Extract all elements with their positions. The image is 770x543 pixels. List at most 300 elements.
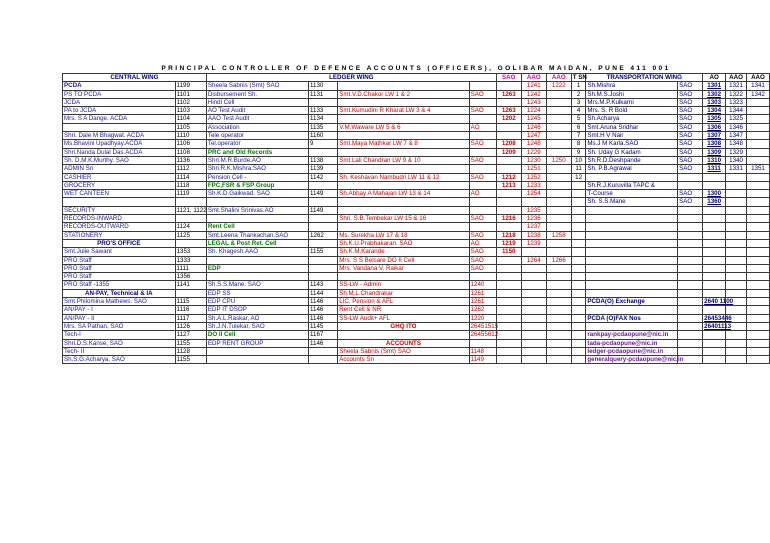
cell-r5-c5: AO [469, 123, 496, 131]
cell-r24-c6 [496, 281, 521, 289]
cell-r0-c12: 1301 [703, 82, 726, 90]
cell-r30-c0: Tech-I [63, 331, 176, 339]
table-row [63, 123, 770, 131]
cell-r0-c11: SAO [678, 82, 703, 90]
cell-r33-c3 [309, 356, 338, 364]
cell-r15-c0: SECURITY [63, 206, 176, 214]
cell-r19-c7: 1239 [521, 239, 546, 247]
cell-r6-c6 [496, 132, 521, 140]
cell-r22-c10 [586, 264, 678, 272]
cell-r21-c11 [678, 256, 703, 264]
cell-r21-c7: 1264 [521, 256, 546, 264]
cell-r1-c7: 1242 [521, 90, 546, 98]
cell-r1-c3: 1131 [309, 90, 338, 98]
cell-r19-c9 [571, 239, 586, 247]
cell-r17-c4 [338, 223, 469, 231]
cell-r20-c13 [726, 248, 747, 256]
cell-r6-c0: Shri. Dale M Bhagwat. ACDA [63, 132, 176, 140]
cell-r11-c4: Sh. Keshavan Nambudri LW 11 & 12 [338, 173, 469, 181]
cell-r21-c3 [309, 256, 338, 264]
table-row [63, 223, 770, 231]
cell-r29-c8 [546, 322, 571, 330]
table-row [63, 98, 770, 106]
cell-r16-c12 [703, 215, 726, 223]
cell-r12-c8 [546, 181, 571, 189]
cell-r0-c13: 1321 [726, 82, 747, 90]
cell-r22-c5: SAO [469, 264, 496, 272]
cell-r5-c6 [496, 123, 521, 131]
cell-r30-c10[interactable]: rankpay-pcdaopune@nic.in [586, 331, 678, 339]
cell-r28-c9 [571, 314, 586, 322]
cell-r21-c10 [586, 256, 678, 264]
cell-r32-c10[interactable]: ledger-pcdaopune@nic.in [586, 347, 678, 355]
table-row [63, 331, 770, 339]
cell-r23-c10 [586, 273, 678, 281]
cell-r12-c12 [703, 181, 726, 189]
cell-r19-c14 [746, 239, 769, 247]
cell-r1-c1: 1101 [175, 90, 206, 98]
cell-r27-c14 [746, 306, 769, 314]
cell-r16-c1 [175, 215, 206, 223]
table-row [63, 107, 770, 115]
cell-r1-c4: Smt.V.D.Chakor LW 1 & 2 [338, 90, 469, 98]
cell-r13-c4: Sh.Abhay A Mahajan LW 13 & 14 [338, 190, 469, 198]
cell-r15-c1: 1121, 1122 [176, 206, 207, 214]
cell-r5-c2: Association [206, 123, 308, 131]
cell-r9-c6 [496, 156, 521, 164]
cell-r32-c12 [703, 347, 726, 355]
cell-r2-c5 [469, 98, 496, 106]
cell-r31-c2: EDP RENT GROUP [206, 339, 308, 347]
cell-r8-c8 [546, 148, 571, 156]
cell-r33-c12 [703, 356, 726, 364]
cell-r7-c4: Smt.Maya Mathkar LW 7 & 8 [338, 140, 469, 148]
cell-r25-c14 [746, 289, 769, 297]
header-row [63, 74, 770, 82]
cell-r18-c0: STATIONERY [63, 231, 176, 239]
cell-r27-c10 [586, 306, 678, 314]
cell-r33-c6 [496, 356, 521, 364]
cell-r29-c1: 1126 [175, 322, 206, 330]
cell-r4-c10: Sh.Acharya [586, 115, 678, 123]
cell-r23-c12 [703, 273, 726, 281]
cell-r19-c12 [703, 239, 726, 247]
tsn-header: T SN [572, 74, 587, 81]
cell-r21-c4: Mrs. S S Belsare DO II Cell [338, 256, 469, 264]
cell-r8-c10: Sh. Uday G Kadam [586, 148, 678, 156]
cell-r7-c1: 1106 [175, 140, 206, 148]
cell-r12-c1: 1118 [175, 181, 206, 189]
cell-r0-c1: 1199 [175, 82, 206, 90]
cell-r32-c1: 1128 [175, 347, 206, 355]
cell-r3-c3: 1133 [309, 107, 338, 115]
cell-r23-c4 [338, 273, 469, 281]
cell-r13-c2: Sh.K.D.Gaikwad. SAO [206, 190, 308, 198]
table-row [63, 289, 770, 297]
table-row [63, 90, 770, 98]
cell-r28-c0: AN/PAY - II [63, 314, 176, 322]
cell-r14-c3 [309, 198, 338, 206]
cell-r29-c10 [586, 322, 678, 330]
cell-r22-c11 [678, 264, 703, 272]
cell-r31-c10[interactable]: tada-pcdaopune@nic.in [586, 339, 678, 347]
cell-r2-c2: Hindi Cell [206, 98, 308, 106]
cell-r25-c4: Sh.M.L.Chandrakar [338, 289, 469, 297]
cell-r19-c6: 1219 [496, 239, 521, 247]
cell-r21-c1: 1333 [175, 256, 206, 264]
cell-r32-c14 [746, 347, 769, 355]
cell-r15-c9 [571, 206, 586, 214]
cell-r4-c7: 1245 [521, 115, 546, 123]
cell-r27-c13 [726, 306, 747, 314]
cell-r0-c14: 1341 [746, 82, 769, 90]
cell-r0-c0: PCDA [63, 82, 176, 90]
cell-r26-c11 [678, 298, 703, 306]
table-row [63, 148, 770, 156]
cell-r5-c3: 1135 [309, 123, 338, 131]
cell-r0-c3: 1130 [309, 82, 338, 90]
cell-r10-c11: SAO [678, 165, 703, 173]
cell-r18-c12 [703, 231, 726, 239]
cell-r5-c9: 6 [571, 123, 586, 131]
cell-r14-c5 [469, 198, 496, 206]
cell-r9-c7: 1230 [521, 156, 546, 164]
cell-r12-c4 [338, 181, 469, 189]
cell-r33-c4: Accounts Sn [338, 356, 469, 364]
cell-r30-c8 [546, 331, 571, 339]
cell-r23-c3 [309, 273, 338, 281]
cell-r8-c9: 9 [571, 148, 586, 156]
cell-r8-c1: 1108 [175, 148, 206, 156]
cell-r17-c12 [703, 223, 726, 231]
cell-r33-c13 [726, 356, 747, 364]
cell-r7-c7: 1248 [521, 140, 546, 148]
cell-r16-c13 [726, 215, 747, 223]
cell-r2-c0: JCDA [63, 98, 176, 106]
cell-r19-c5: AO [469, 239, 496, 247]
cell-r24-c7 [521, 281, 546, 289]
cell-r21-c2 [206, 256, 308, 264]
cell-r3-c2: AO Test Audit [206, 107, 308, 115]
cell-r7-c0: Ms.Bhavini Upadhyay.ACDA [63, 140, 176, 148]
aao2-header: AAO [546, 74, 571, 82]
cell-r29-c0: Mrs. SA Pathan, SAO [63, 322, 176, 330]
cell-r2-c8 [546, 98, 571, 106]
cell-r18-c9 [571, 231, 586, 239]
ledger-wing-header: LEDGER WING [206, 74, 496, 82]
cell-r23-c6 [496, 273, 521, 281]
table-row [63, 356, 770, 364]
cell-r13-c8 [546, 190, 571, 198]
cell-r10-c13: 1331 [726, 165, 747, 173]
cell-r1-c0: PS TO PCDA [63, 90, 176, 98]
table-row [63, 306, 770, 314]
cell-r26-c3: 1146 [309, 298, 338, 306]
cell-r6-c2: Tele operator [206, 132, 308, 140]
cell-r15-c11 [678, 206, 703, 214]
cell-r15-c13 [726, 206, 747, 214]
cell-r10-c9: 11 [571, 165, 586, 173]
cell-r4-c8 [546, 115, 571, 123]
cell-r21-c13 [726, 256, 747, 264]
cell-r4-c11: SAO [678, 115, 703, 123]
cell-r33-c1: 1155 [175, 356, 206, 364]
cell-r19-c10 [586, 239, 678, 247]
cell-r32-c7 [521, 347, 546, 355]
cell-r5-c4: V.M.Waware LW 5 & 6 [338, 123, 469, 131]
cell-r15-c12 [703, 206, 726, 214]
cell-r2-c3 [309, 98, 338, 106]
cell-r5-c7: 1246 [521, 123, 546, 131]
cell-r30-c7 [521, 331, 546, 339]
cell-r14-c6 [496, 198, 521, 206]
table-row [63, 339, 770, 347]
cell-r5-c0 [63, 123, 176, 131]
cell-r11-c12 [703, 173, 726, 181]
cell-r29-c12: 26401113 [704, 322, 732, 330]
cell-r24-c11 [678, 281, 703, 289]
cell-r31-c1: 1155 [175, 339, 206, 347]
table-row [63, 239, 770, 247]
cell-r28-c1: 1117 [175, 314, 206, 322]
cell-r0-c5 [469, 82, 496, 90]
cell-r23-c5 [469, 273, 496, 281]
table-row [63, 298, 770, 306]
cell-r11-c10 [586, 173, 678, 181]
cell-r20-c11 [678, 248, 703, 256]
cell-r31-c9 [571, 339, 586, 347]
cell-r11-c3: 1142 [309, 173, 338, 181]
cell-r5-c14 [746, 123, 769, 131]
cell-r17-c14 [746, 223, 769, 231]
cell-r2-c12: 1303 [703, 98, 726, 106]
cell-r14-c12: 1360 [703, 198, 726, 206]
cell-r11-c5: SAO [469, 173, 496, 181]
cell-r3-c9: 4 [571, 107, 586, 115]
cell-r28-c8 [546, 314, 571, 322]
cell-r18-c5: SAO [469, 231, 496, 239]
cell-r16-c8 [546, 215, 571, 223]
cell-r30-c3: 1167 [309, 331, 338, 339]
cell-r30-c2: DO II Cell [206, 331, 308, 339]
cell-r20-c7 [521, 248, 546, 256]
cell-r31-c3: 1146 [309, 339, 338, 347]
cell-r16-c14 [746, 215, 769, 223]
cell-r21-c5: SAO [469, 256, 496, 264]
cell-r23-c14 [746, 273, 769, 281]
cell-r25-c9 [571, 289, 586, 297]
cell-r22-c1: 1111 [175, 264, 206, 272]
cell-r6-c11: SAO [678, 132, 703, 140]
cell-r18-c8: 1258 [546, 231, 571, 239]
cell-r14-c10: Sh. S.S.Mane [586, 198, 678, 206]
cell-r13-c3: 1149 [309, 190, 338, 198]
cell-r17-c5 [469, 223, 496, 231]
cell-r10-c10: Sh. P.B.Agrawal [586, 165, 678, 173]
cell-r20-c6: 1150 [496, 248, 521, 256]
cell-r31-c6 [496, 339, 521, 347]
cell-r26-c5: 1261 [469, 298, 496, 306]
table-row [63, 347, 770, 355]
cell-r16-c5: SAO [469, 215, 496, 223]
cell-r4-c12: 1305 [703, 115, 726, 123]
cell-r16-c2 [206, 215, 308, 223]
cell-r30-c11 [678, 331, 703, 339]
cell-r27-c0: AN/PAY - I [63, 306, 176, 314]
cell-r24-c4: SS-LW - Admin [338, 281, 469, 289]
table-row [63, 173, 770, 181]
table-row [63, 231, 770, 239]
cell-r31-c14 [746, 339, 769, 347]
cell-r28-c7 [521, 314, 546, 322]
cell-r13-c1: 1119 [175, 190, 206, 198]
cell-r4-c14 [746, 115, 769, 123]
cell-r23-c9 [571, 273, 586, 281]
cell-r3-c10: Mrs. S. R Bold [586, 107, 678, 115]
cell-r20-c8 [546, 248, 571, 256]
cell-r14-c8 [546, 198, 571, 206]
cell-r32-c6 [496, 347, 521, 355]
cell-r18-c3: 1262 [309, 231, 338, 239]
cell-r11-c8 [546, 173, 571, 181]
cell-r5-c13: 1346 [726, 123, 747, 131]
cell-r26-c0: Smt.Philomina Mathews. SAO [63, 298, 176, 306]
cell-r27-c7 [521, 306, 546, 314]
cell-r32-c4: Sheela Sabnis (Smt) SAO [338, 347, 469, 355]
cell-r30-c9 [571, 331, 586, 339]
cell-r9-c1: 1136 [175, 156, 206, 164]
cell-r32-c5: 1148 [469, 347, 496, 355]
cell-r20-c0: Smt.Julie Sawant [63, 248, 176, 256]
cell-r6-c10: Smt.H V Nair [586, 132, 678, 140]
cell-r7-c3: 9 [309, 140, 338, 148]
cell-r33-c10[interactable]: generalquery-pcdaopune@nic.in [587, 356, 684, 364]
cell-r24-c2: Sh.S.S.Mane. SAO [206, 281, 308, 289]
cell-r29-c6 [496, 322, 521, 330]
cell-r19-c11 [678, 239, 703, 247]
cell-r22-c13 [726, 264, 747, 272]
cell-r6-c5 [469, 132, 496, 140]
cell-r12-c0: GROCERY [63, 181, 176, 189]
cell-r22-c12 [703, 264, 726, 272]
table-row [63, 190, 770, 198]
table-row [63, 273, 770, 281]
cell-r4-c2: AAO Test Audit [206, 115, 308, 123]
cell-r23-c11 [678, 273, 703, 281]
cell-r8-c6: 1209 [496, 148, 521, 156]
cell-r6-c12: 1307 [703, 132, 726, 140]
cell-r25-c7 [521, 289, 546, 297]
cell-r25-c12 [703, 289, 726, 297]
cell-r33-c8 [546, 356, 571, 364]
cell-r23-c8 [546, 273, 571, 281]
cell-r8-c3 [309, 148, 338, 156]
cell-r32-c13 [726, 347, 747, 355]
cell-r18-c11 [678, 231, 703, 239]
cell-r9-c12: 1310 [703, 156, 726, 164]
cell-r26-c9 [571, 298, 586, 306]
cell-r16-c10 [586, 215, 678, 223]
cell-r25-c10 [586, 289, 678, 297]
cell-r1-c14: 1342 [746, 90, 769, 98]
cell-r3-c11: SAO [678, 107, 703, 115]
cell-r25-c2: EDP SS [206, 289, 308, 297]
cell-r7-c12: 1308 [703, 140, 726, 148]
cell-r20-c1: 1353 [175, 248, 206, 256]
cell-r6-c9: 7 [571, 132, 586, 140]
cell-r12-c13 [726, 181, 747, 189]
cell-r28-c2: Sh.A.L.Raskar, AO [206, 314, 308, 322]
cell-r6-c1: 1110 [175, 132, 206, 140]
cell-r32-c0: Tech- II [63, 347, 176, 355]
cell-r12-c2: FPC,FSR & FSP Group [206, 181, 308, 189]
cell-r26-c12: 2640 1100 [704, 298, 734, 306]
cell-r4-c0: Mrs. S A Dange. ACDA [63, 115, 176, 123]
cell-r22-c2: EDP [206, 264, 308, 272]
cell-r14-c1 [175, 198, 206, 206]
cell-r26-c7 [521, 298, 546, 306]
cell-r12-c5 [469, 181, 496, 189]
cell-r30-c6 [496, 331, 521, 339]
cell-r3-c1: 1103 [175, 107, 206, 115]
cell-r4-c4 [338, 115, 469, 123]
cell-r10-c3: 1139 [309, 165, 338, 173]
cell-r26-c8 [546, 298, 571, 306]
cell-r6-c7: 1247 [521, 132, 546, 140]
cell-r31-c0: Shri.D.S.Kanse, SAO [63, 339, 176, 347]
cell-r8-c14 [746, 148, 769, 156]
cell-r22-c14 [746, 264, 769, 272]
cell-r19-c13 [726, 239, 747, 247]
cell-r16-c7: 1236 [521, 215, 546, 223]
cell-r10-c4 [338, 165, 469, 173]
cell-r18-c7: 1238 [521, 231, 546, 239]
cell-r1-c11: SAO [678, 90, 703, 98]
cell-r13-c7: 1254 [521, 190, 546, 198]
cell-r32-c3 [309, 347, 338, 355]
cell-r16-c11 [678, 215, 703, 223]
cell-r28-c6 [496, 314, 521, 322]
cell-r5-c10: Smt.Aruna Sridhar [586, 123, 678, 131]
cell-r8-c7: 1229 [521, 148, 546, 156]
cell-r33-c9 [571, 356, 586, 364]
cell-r31-c11 [678, 339, 703, 347]
cell-r17-c6 [496, 223, 521, 231]
cell-r27-c3: 1146 [309, 306, 338, 314]
cell-r2-c7: 1243 [521, 98, 546, 106]
cell-r28-c11 [678, 314, 703, 322]
cell-r30-c13 [726, 331, 747, 339]
cell-r24-c1: 1141 [175, 281, 206, 289]
cell-r12-c3 [309, 181, 338, 189]
table-row [63, 181, 770, 189]
cell-r12-c14 [746, 181, 769, 189]
cell-r13-c5: AO [469, 190, 496, 198]
cell-r26-c1: 1115 [175, 298, 206, 306]
cell-r25-c13 [726, 289, 747, 297]
cell-r12-c9 [571, 181, 586, 189]
table-row [63, 322, 770, 330]
cell-r12-c6: 1213 [496, 181, 521, 189]
cell-r11-c6: 1212 [496, 173, 521, 181]
cell-r14-c0 [63, 198, 176, 206]
table-row [63, 132, 770, 140]
cell-r26-c6 [496, 298, 521, 306]
cell-r8-c0: Shri.Nanda Dulal Das.ACDA [63, 148, 176, 156]
cell-r31-c13 [726, 339, 747, 347]
cell-r7-c6: 1208 [496, 140, 521, 148]
cell-r2-c6 [496, 98, 521, 106]
